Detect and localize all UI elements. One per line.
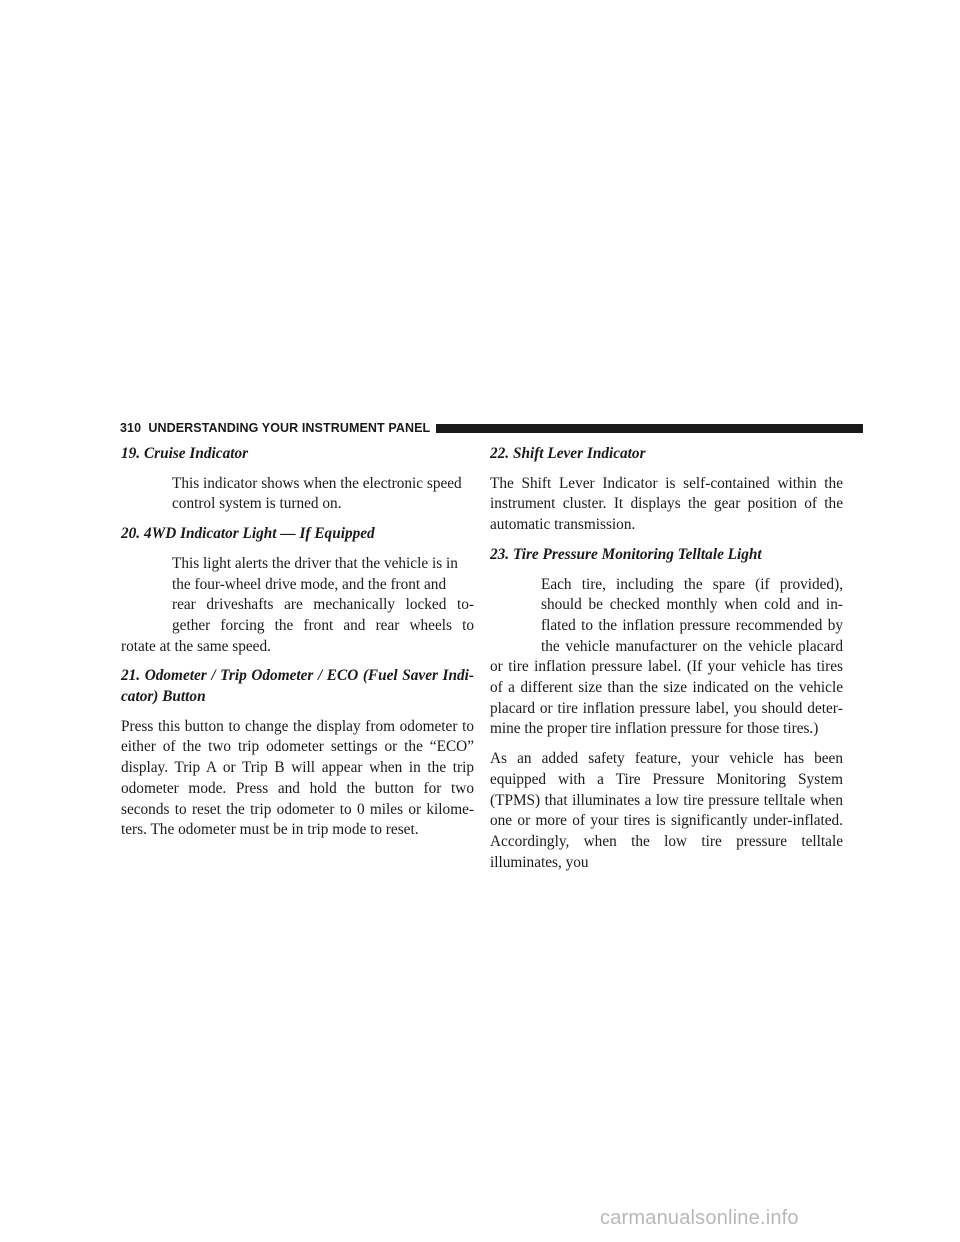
text-line: the four-wheel drive mode, and the front and (172, 575, 447, 593)
tpms-paragraph-2: As an added safety feature, your vehicle has been equipped with a Tire Pressure Monitoring System (TPMS) that illuminates a low tire pressure telltale when one or more of your tires is significantly under-inflated. Accordingly, when the low tire pressure telltale illuminates, you (490, 750, 843, 871)
heading-4wd-indicator: 20. 4WD Indicator Light — If Equipped (121, 525, 375, 543)
heading-line: cator) Button (121, 688, 206, 706)
cruise-indicator-body (121, 474, 474, 515)
text-line: rear driveshafts are mechanically locked to- (172, 596, 474, 614)
page-header (120, 419, 863, 437)
heading-line: 21. Odometer / Trip Odometer / ECO (Fuel Saver Indi- (121, 667, 474, 685)
4wd-indicator-body-tail: rotate at the same speed. (121, 637, 271, 655)
text-line: Each tire, including the spare (if provided), (541, 575, 843, 593)
text-line: flated to the inflation pressure recommended by (541, 616, 843, 634)
heading-tpms-telltale: 23. Tire Pressure Monitoring Telltale Light (490, 545, 762, 563)
section-title: UNDERSTANDING YOUR INSTRUMENT PANEL (148, 421, 431, 435)
watermark-text: carmanualsonline.info (600, 1207, 799, 1229)
4wd-indicator-body (121, 554, 474, 637)
odometer-button-body: Press this button to change the display from odometer to either of the two trip odometer settings or the “ECO” display. Trip A or Trip B will appear when in the trip odometer mode. Press and hold the button for two seconds to reset the trip odometer to 0 miles or kilometers. The odometer must be in trip mode to reset. (121, 717, 474, 839)
shift-lever-indicator-body: The Shift Lever Indicator is self-contained within the instrument cluster. It displays the gear position of the automatic transmission. (490, 474, 843, 534)
text-line: should be checked monthly when cold and in- (541, 596, 843, 614)
heading-cruise-indicator: 19. Cruise Indicator (121, 445, 249, 462)
text-line: This light alerts the driver that the vehicle is in (172, 554, 458, 572)
header-rule (436, 424, 863, 433)
text-line: control system is turned on. (172, 495, 342, 513)
tpms-telltale-body-tail: or tire inflation pressure label. (If your vehicle has tires of a different size than the size indicated on the vehicle placard or tire inflation pressure label, you should determine the proper tire inflation pressure for those tires.) (490, 658, 843, 738)
heading-odometer-button (121, 666, 474, 707)
left-column (121, 444, 474, 850)
page-number: 310 (120, 421, 142, 435)
text-line: gether forcing the front and rear wheels to (172, 616, 474, 634)
heading-shift-lever-indicator: 22. Shift Lever Indicator (490, 445, 646, 462)
page-number-and-section (120, 421, 430, 435)
text-line: the vehicle manufacturer on the vehicle placard (541, 637, 843, 655)
right-column (490, 444, 843, 882)
tpms-telltale-body (490, 575, 843, 658)
text-line: This indicator shows when the electronic speed (172, 474, 462, 492)
